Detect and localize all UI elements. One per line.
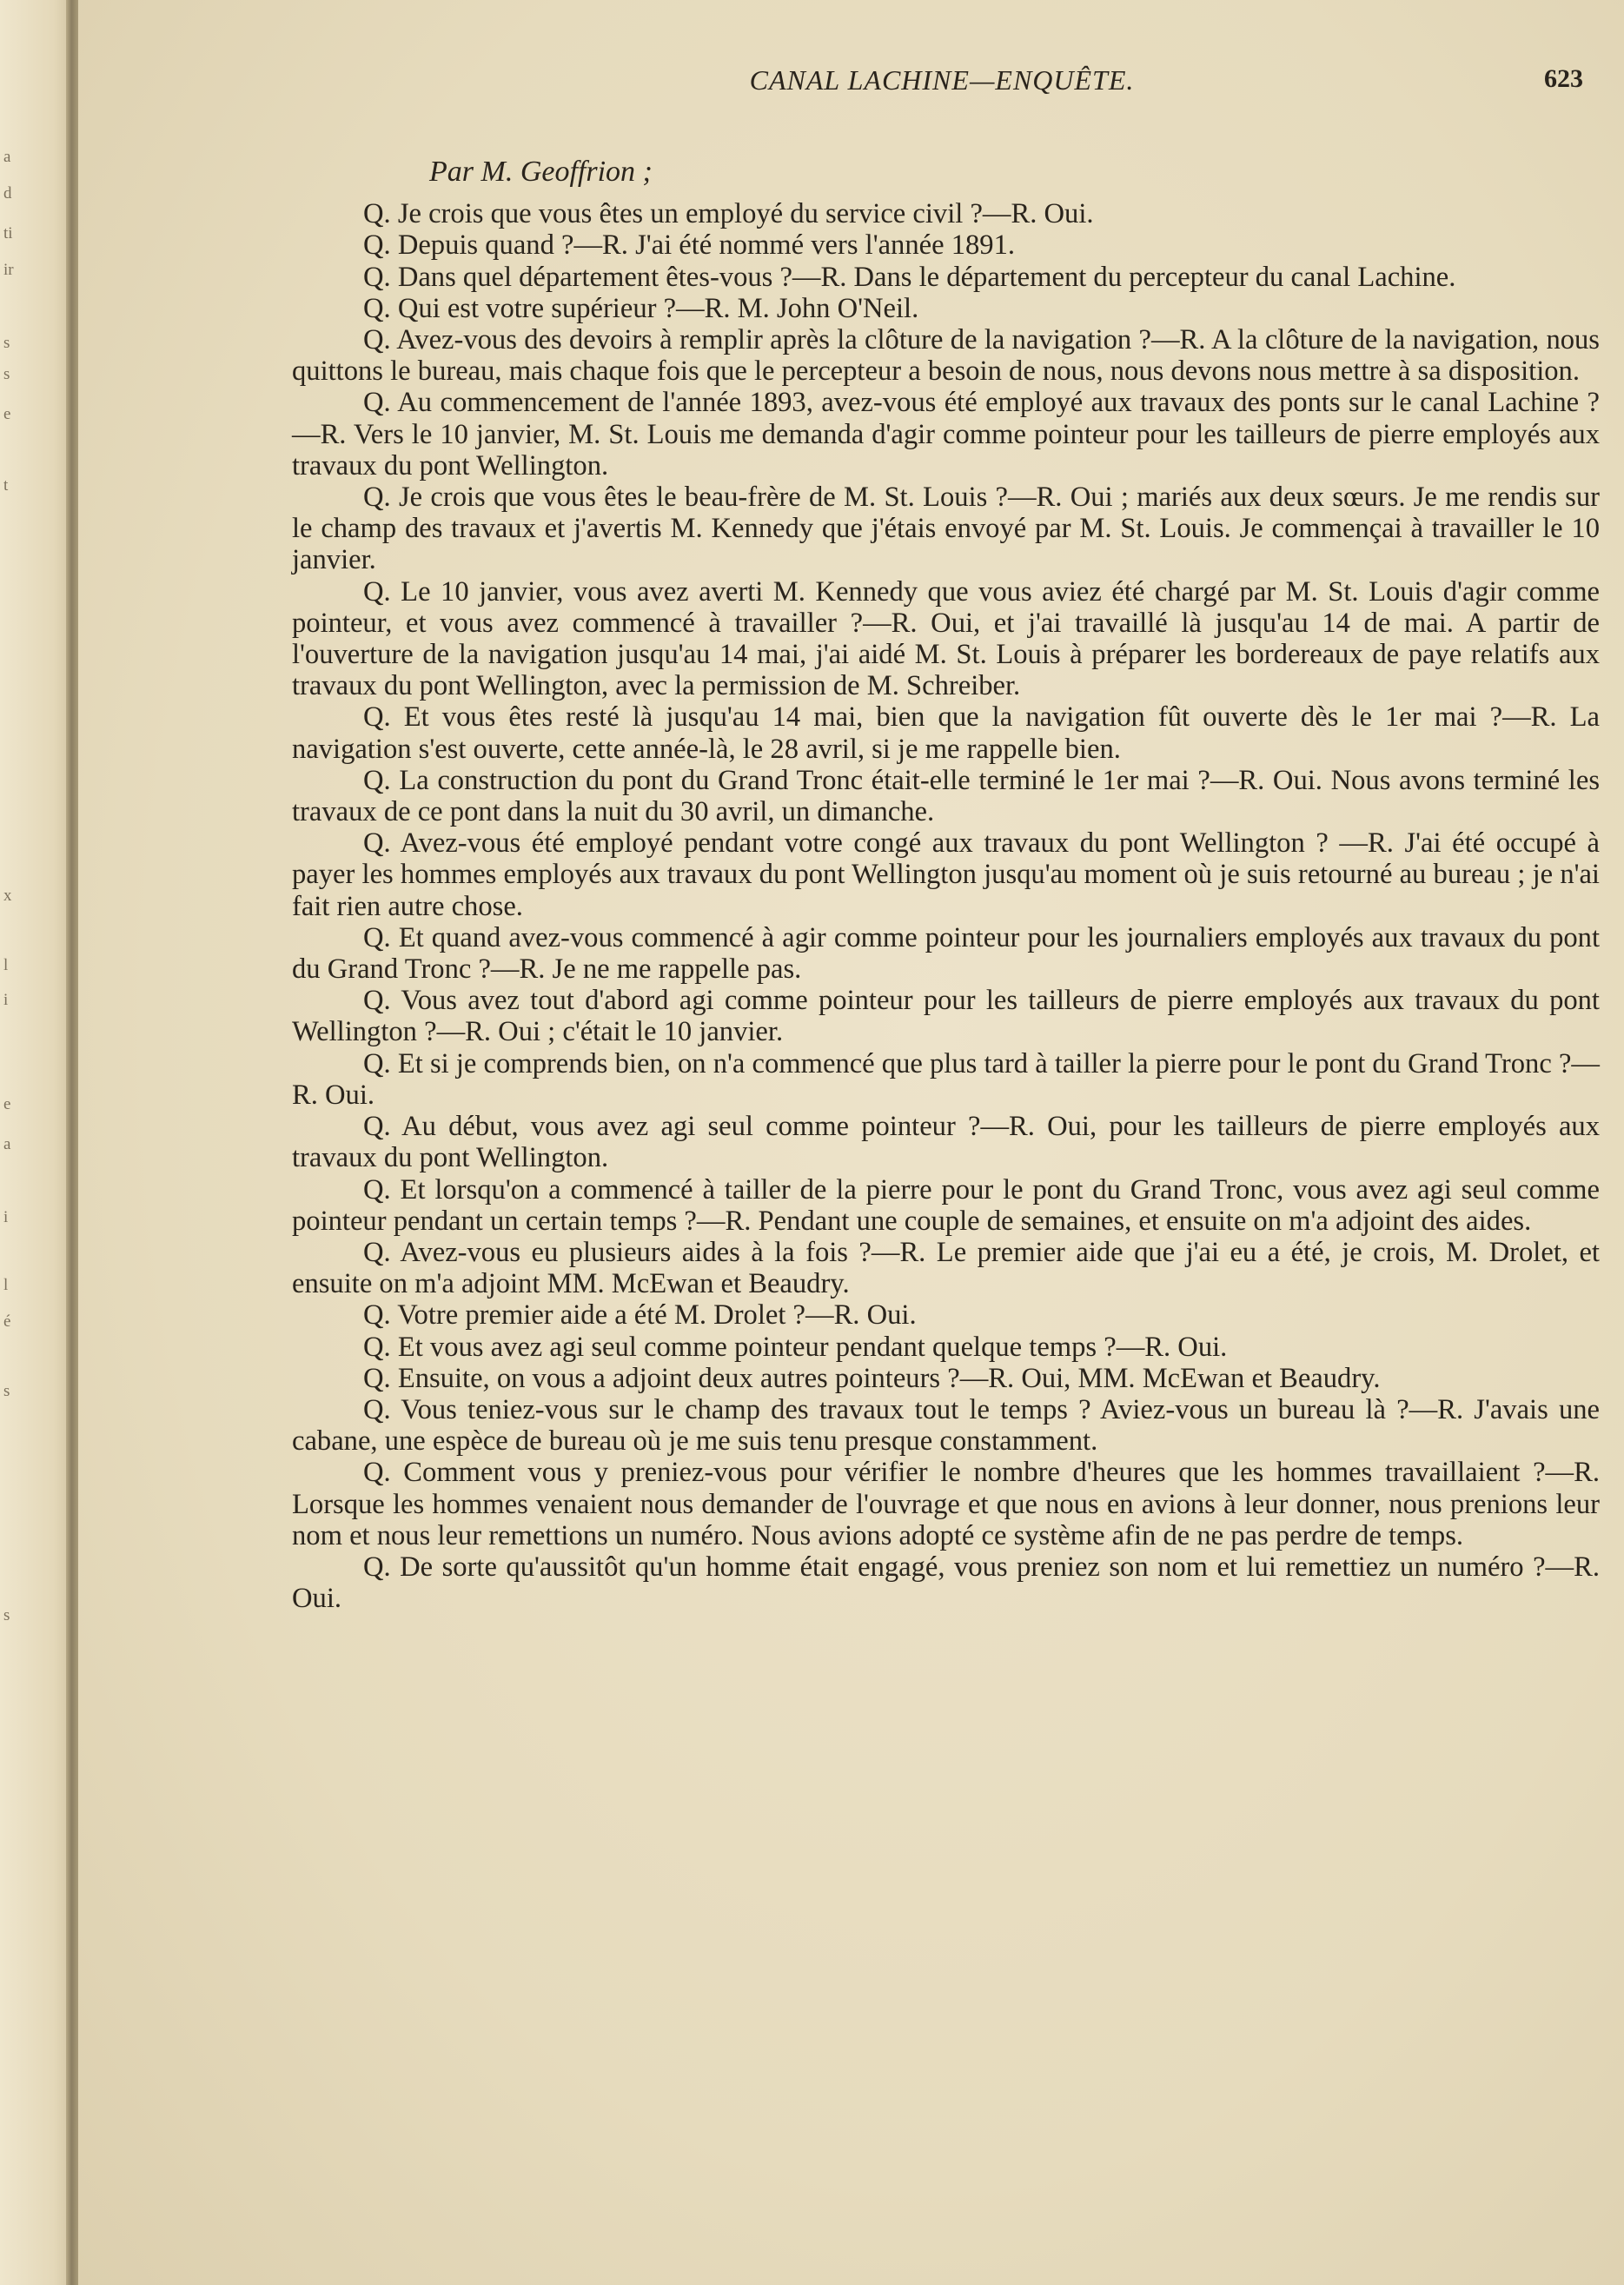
qa-paragraph: Q. Avez-vous été employé pendant votre congé aux travaux du pont Wellington ? —R. J'ai été occupé à payer les hommes employés aux travaux du pont Wellington jusqu'au moment où je suis retourné au bureau ; je n'ai fait rien autre chose. [292, 827, 1600, 922]
qa-paragraph: Q. Dans quel département êtes-vous ?—R. Dans le département du percepteur du canal Lachine. [363, 261, 1456, 293]
qa-paragraph: Q. Votre premier aide a été M. Drolet ?—R. Oui. [363, 1299, 917, 1332]
qa-paragraph: Q. Et quand avez-vous commencé à agir comme pointeur pour les journaliers employés aux travaux du pont du Grand Tronc ?—R. Je ne me rappelle pas. [292, 921, 1600, 986]
qa-paragraph: Q. Au début, vous avez agi seul comme pointeur ?—R. Oui, pour les tailleurs de pierre employés aux travaux du pont Wellington. [292, 1111, 1600, 1174]
page-header [292, 64, 1592, 103]
interviewer-heading: Par M. Geoffrion ; [429, 156, 653, 188]
margin-letter: l [3, 956, 9, 974]
left-gutter [0, 0, 76, 2285]
qa-paragraph: Q. Je crois que vous êtes le beau-frère de M. St. Louis ?—R. Oui ; mariés aux deux sœurs. Je me rendis sur le champ des travaux et j'avertis M. Kennedy que j'étais envoyé par M. St. Louis. Je commençai à travailler le 10 janvier. [292, 482, 1600, 576]
qa-paragraph: Q. Et si je comprends bien, on n'a commencé que plus tard à tailler la pierre pour le pont du Grand Tronc ?—R. Oui. [292, 1047, 1600, 1111]
margin-letter: e [3, 405, 11, 423]
margin-letter: d [3, 184, 12, 203]
page-body [292, 156, 1600, 1614]
margin-letter: a [3, 1135, 11, 1153]
qa-paragraph: Q. Depuis quand ?—R. J'ai été nommé vers l'année 1891. [363, 229, 1015, 262]
margin-letters [0, 0, 17, 2285]
book-spine [66, 0, 78, 2285]
margin-letter: s [3, 365, 10, 383]
margin-letter: l [3, 1276, 9, 1294]
qa-paragraph: Q. Au commencement de l'année 1893, avez-vous été employé aux travaux des ponts sur le canal Lachine ?—R. Vers le 10 janvier, M. St. Louis me demanda d'agir comme pointeur pour les tailleurs de pierre employés aux travaux du pont Wellington. [292, 387, 1600, 482]
margin-letter: s [3, 1382, 10, 1400]
margin-letter: e [3, 1095, 11, 1113]
margin-letter: i [3, 1208, 9, 1226]
margin-letter: i [3, 991, 9, 1009]
running-title: CANAL LACHINE—ENQUÊTE. [749, 64, 1135, 96]
qa-paragraph: Q. Et vous avez agi seul comme pointeur pendant quelque temps ?—R. Oui. [363, 1331, 1228, 1363]
page-number: 623 [1544, 64, 1583, 93]
qa-paragraph: Q. Vous teniez-vous sur le champ des travaux tout le temps ? Aviez-vous un bureau là ?—R. J'avais une cabane, une espèce de bureau où je me suis tenu presque constamment. [292, 1393, 1600, 1458]
qa-paragraph: Q. Je crois que vous êtes un employé du service civil ?—R. Oui. [363, 198, 1094, 230]
margin-letter: a [3, 148, 11, 166]
margin-letter: s [3, 1606, 10, 1624]
margin-letter: s [3, 334, 10, 352]
qa-paragraph: Q. La construction du pont du Grand Tronc était-elle terminé le 1er mai ?—R. Oui. Nous avons terminé les travaux de ce pont dans la nuit du 30 avril, un dimanche. [292, 764, 1600, 828]
qa-paragraph: Q. Avez-vous eu plusieurs aides à la fois ?—R. Le premier aide que j'ai eu a été, je crois, M. Drolet, et ensuite on m'a adjoint MM. McEwan et Beaudry. [292, 1236, 1600, 1300]
document-page [78, 0, 1624, 2285]
qa-paragraph: Q. Ensuite, on vous a adjoint deux autres pointeurs ?—R. Oui, MM. McEwan et Beaudry. [363, 1362, 1381, 1394]
qa-paragraph: Q. Le 10 janvier, vous avez averti M. Kennedy que vous aviez été chargé par M. St. Louis d'agir comme pointeur, et vous avez commencé à travailler ?—R. Oui, et j'ai travaillé là jusqu'au 14 de mai. A partir de l'ouverture de la navigation jusqu'au 14 mai, j'ai aidé M. St. Louis à préparer les bordereaux de paye relatifs aux travaux du pont Wellington, avec la permission de M. Schreiber. [292, 575, 1600, 702]
margin-letter: t [3, 476, 9, 495]
qa-paragraph: Q. Et vous êtes resté là jusqu'au 14 mai, bien que la navigation fût ouverte dès le 1er mai ?—R. La navigation s'est ouverte, cette année-là, le 28 avril, si je me rappelle bien. [292, 701, 1600, 765]
margin-letter: é [3, 1312, 11, 1331]
margin-letter: ti [3, 224, 13, 242]
margin-letter: x [3, 887, 12, 905]
margin-letter: ir [3, 261, 14, 279]
qa-paragraph: Q. Vous avez tout d'abord agi comme pointeur pour les tailleurs de pierre employés aux travaux du pont Wellington ?—R. Oui ; c'était le 10 janvier. [292, 985, 1600, 1048]
qa-paragraph: Q. De sorte qu'aussitôt qu'un homme était engagé, vous preniez son nom et lui remettiez un numéro ?—R. Oui. [292, 1551, 1600, 1615]
qa-paragraph: Q. Comment vous y preniez-vous pour vérifier le nombre d'heures que les hommes travaillaient ?—R. Lorsque les hommes venaient nous demander de l'ouvrage et que nous en avions à leur donner, nous prenions leur nom et nous leur remettions un numéro. Nous avions adopté ce système afin de ne pas perdre de temps. [292, 1457, 1600, 1551]
qa-paragraph: Q. Avez-vous des devoirs à remplir après la clôture de la navigation ?—R. A la clôture de la navigation, nous quittons le bureau, mais chaque fois que le percepteur a besoin de nous, nous devons nous mettre à sa disposition. [292, 324, 1600, 388]
qa-paragraph: Q. Et lorsqu'on a commencé à tailler de la pierre pour le pont du Grand Tronc, vous avez agi seul comme pointeur pendant un certain temps ?—R. Pendant une couple de semaines, et ensuite on m'a adjoint des aides. [292, 1173, 1600, 1237]
qa-paragraph: Q. Qui est votre supérieur ?—R. M. John O'Neil. [363, 292, 919, 324]
